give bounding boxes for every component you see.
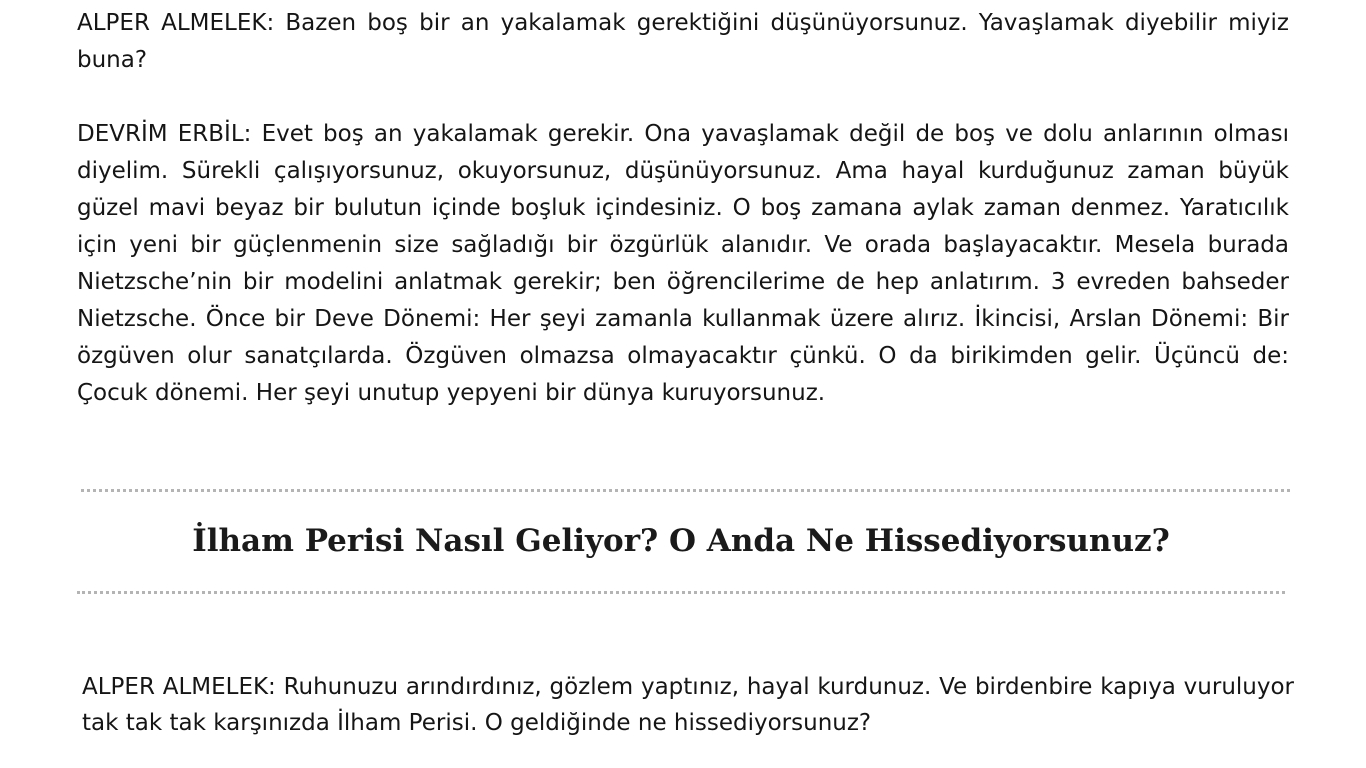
interview-paragraph-question-2: ALPER ALMELEK: Ruhunuzu arındırdınız, gözlem yaptınız, hayal kurdunuz. Ve birdenbire kapıya vuruluyor tak tak tak karşınızda İlham Perisi. O geldiğinde ne hissediyorsunuz? [82, 674, 1294, 736]
dotted-divider-top [81, 489, 1290, 492]
interview-paragraph-question-1: ALPER ALMELEK: Bazen boş bir an yakalamak gerektiğini düşünüyorsunuz. Yavaşlamak diyebilir miyiz buna? [77, 10, 1289, 73]
section-heading: İlham Perisi Nasıl Geliyor? O Anda Ne Hissediyorsunuz? [192, 523, 1170, 559]
interview-paragraph-answer: DEVRİM ERBİL: Evet boş an yakalamak gerekir. Ona yavaşlamak değil de boş ve dolu anlarının olması diyelim. Sürekli çalışıyorsunuz, okuyorsunuz, düşünüyorsunuz. Ama hayal kurduğunuz zaman büyük güzel mavi beyaz bir bulutun içinde boşluk içindesiniz. O boş zamana aylak zaman denmez. Yaratıcılık için yeni bir güçlenmenin size sağladığı bir özgürlük alanıdır. Ve orada başlayacaktır. Mesela burada Nietzsche’nin bir modelini anlatmak gerekir; ben öğrencilerime de hep anlatırım. 3 evreden bahseder Nietzsche. Önce bir Deve Dönemi: Her şeyi zamanla kullanmak üzere alırız. İkincisi, Arslan Dönemi: Bir özgüven olur sanatçılarda. Özgüven olmazsa olmayacaktır çünkü. O da birikimden gelir. Üçüncü de: Çocuk dönemi. Her şeyi unutup yepyeni bir dünya kuruyorsunuz. [77, 121, 1289, 406]
dotted-divider-bottom [77, 591, 1285, 594]
